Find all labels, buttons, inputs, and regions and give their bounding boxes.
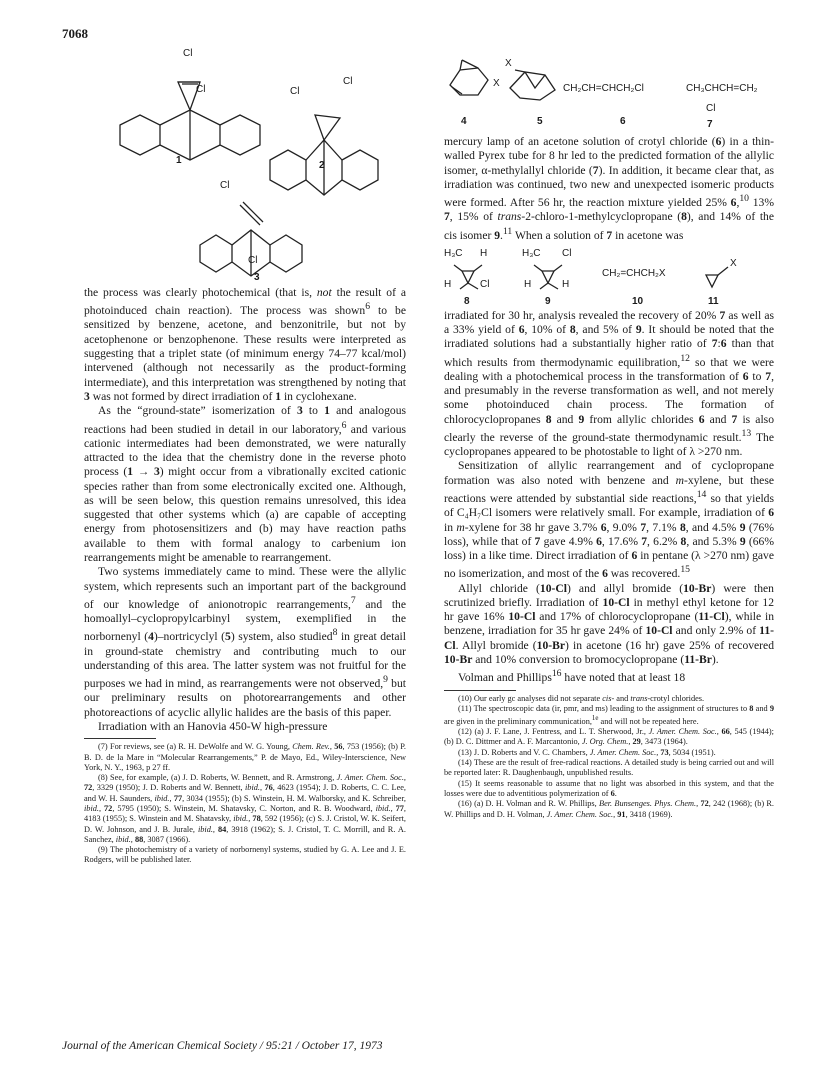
footnote: (15) It seems reasonable to assume that no light was absorbed in this system, and that the losses were due to adventitious polymerization of 6. bbox=[444, 778, 774, 798]
footnote: (9) The photochemistry of a variety of norbornenyl systems, studied by G. A. Lee and J. E. Rodgers, will be published later. bbox=[84, 845, 406, 865]
compound-6-formula: CH₂CH=CHCH₂Cl bbox=[563, 83, 644, 94]
compound-label-4: 4 bbox=[461, 116, 467, 127]
footnote: (12) (a) J. F. Lane, J. Fentress, and L. T. Sherwood, Jr., J. Amer. Chem. Soc., 66, 545 (1944); (b) D. C. Dittmer and A. F. Marcantonio, J. Org. Chem., 29, 3473 (1964). bbox=[444, 727, 774, 747]
compound-label-1: 1 bbox=[176, 155, 182, 166]
body-paragraph: the process was clearly photochemical (that is, not the result of a photoinduced chain reaction). The process was shown$^6$ to be sensitized by benzene, acetone, and benzonitrile, but not by acetophenone or benzophenone. These results were interpreted as suggesting that a triplet state (of minimum energy 74–77 kcal/mol) intervened (although not necessarily as the product-forming intermediate), and this interpretation was strengthened by noting that 3 was not formed by direct irradiation of 1 in cyclohexane. bbox=[84, 286, 406, 403]
compound-label-10: 10 bbox=[632, 295, 644, 307]
footnote: (7) For reviews, see (a) R. H. DeWolfe and W. G. Young, Chem. Rev., 56, 753 (1956); (b) P. B. D. de la Mare in “Molecular Rearrangements,” P. de Mayo, Ed., Wiley-Interscience, New York, N. Y., 1963, p 27 ff. bbox=[84, 742, 406, 772]
page-number: 7068 bbox=[62, 26, 88, 41]
s8-h3c: H₃C bbox=[444, 247, 463, 259]
x-label-5: X bbox=[505, 58, 512, 69]
body-paragraph: irradiated for 30 hr, analysis revealed the recovery of 20% 7 as well as a 33% yield of 6, 10% of 8, and 5% of 9. It should be noted that the irradiated solutions had a substantially higher ratio of 7:6 than that which results from thermodynamic equilibration,$^{12}$ so that we were dealing with a photochemical process in the transformation of 6 to 7, and presumably in the reverse transformation as well, and not merely some photoinduced chain process. The formation of chlorocyclopropanes 8 and 9 from allylic chlorides 6 and 7 is also clearly the reverse of the ground-state thermodynamic result.$^{13}$ The cyclopropanes appeared to be photostable to light of λ >270 nm. bbox=[444, 308, 774, 459]
left-column bbox=[84, 286, 406, 866]
compound-label-7: 7 bbox=[707, 119, 713, 130]
body-paragraph: Irradiation with an Hanovia 450-W high-pressure bbox=[98, 719, 328, 733]
s11-x: X bbox=[730, 257, 737, 269]
body-paragraph: Two systems immediately came to mind. These were the allylic system, which represents such an important part of the background of our knowledge of anionotropic rearrangements,$^7$ and the homoallyl–cyclopropylcarbinyl system, exemplified in the norbornenyl (4)–nortricyclyl (5) system, also studied$^8$ in great detail in ground-state chemistry and contributing much to our understanding of this area. The latter system was not fruitful for the purposes we had in mind, as rearrangements were not observed,$^9$ but our preliminary results on photorearrangements and other photoreactions of acyclic allylic halides are the basis of this paper. bbox=[84, 565, 406, 719]
body-paragraph: Allyl chloride (10-Cl) and allyl bromide (10-Br) were then scrutinized briefly. Irradiation of 10-Cl in methyl ethyl ketone for 12 hr gave 16% 10-Cl and 17% of chlorocyclopropane (11-Cl), while in benzene, irradiation for 35 hr gave 24% of 10-Cl and only 2.9% of 11-Cl. Allyl bromide (10-Br) in acetone (16 hr) gave 25% of recovered 10-Br and 10% conversion to bromocyclopropane (11-Br). bbox=[444, 581, 775, 667]
compound-label-5: 5 bbox=[537, 116, 543, 127]
atom-cl-1b: Cl bbox=[196, 84, 206, 95]
journal-footer: Journal of the American Chemical Society / 95:21 / October 17, 1973 bbox=[62, 1040, 383, 1052]
footnote: (14) These are the result of free-radical reactions. A detailed study is being carried out and will be reported later: R. Daughenbaugh, unpublished results. bbox=[444, 758, 774, 778]
compound-label-3: 3 bbox=[254, 272, 260, 283]
footnote: (16) (a) D. H. Volman and R. W. Phillips, Ber. Bunsenges. Phys. Chem., 72, 242 (1968); (b) R. W. Phillips and D. H. Volman, J. Amer. Chem. Soc., 91, 3418 (1969). bbox=[444, 799, 775, 819]
s9-h2: H bbox=[562, 278, 570, 290]
footnote-rule bbox=[444, 690, 516, 691]
structures-1-2-3 bbox=[60, 40, 430, 280]
right-column bbox=[444, 135, 774, 820]
footnote: (11) The spectroscopic data (ir, pmr, and ms) leading to the assignment of structures to 8 and 9 are given in the preliminary communication,$^{1e}$ and will not be repeated here. bbox=[444, 703, 774, 726]
compound-10-formula: CH₂=CHCH₂X bbox=[602, 267, 666, 279]
compound-label-2: 2 bbox=[319, 160, 325, 171]
s9-h1: H bbox=[524, 278, 532, 290]
atom-cl-3a: Cl bbox=[220, 180, 230, 191]
s9-cl: Cl bbox=[562, 247, 572, 259]
footnote: (10) Our early gc analyses did not separate cis- and trans-crotyl chlorides. bbox=[458, 693, 705, 703]
footnote: (13) J. D. Roberts and V. C. Chambers, J. Amer. Chem. Soc., 73, 5034 (1951). bbox=[458, 747, 716, 757]
compound-7-formula: CH₃CHCH=CH₂ bbox=[686, 83, 758, 94]
body-paragraph: Sensitization of allylic rearrangement and of cyclopropane formation was also noted with benzene and m-xylene, but these reactions were attended by substantial side reactions,$^{14}$ so that yields of C₄H₇Cl isomers were relatively small. For example, irradiation of 6 in m-xylene for 38 hr gave 3.7% 6, 9.0% 7, 7.1% 8, and 4.5% 9 (76% loss), while that of 7 gave 4.9% 6, 17.6% 7, 6.2% 8, and 5.3% 9 (66% loss) in a like time. Direct irradiation of 6 in pentane (λ >270 nm) gave no isomerization, and most of the 6 was recovered.$^{15}$ bbox=[444, 459, 774, 581]
body-paragraph: mercury lamp of an acetone solution of crotyl chloride (6) in a thin-walled Pyrex tube for 8 hr led to the predicted formation of the allylic isomer, α-methylallyl chloride (7). In addition, it became clear that, as irradiation was continued, two new and unexpected isomeric products were formed. After 56 hr, the reaction mixture yielded 25% 6,10 13% 7, 15% of trans-2-chloro-1-methylcyclopropane (8), and 14% of the cis isomer 9.11 When a solution of 7 in acetone was bbox=[444, 135, 774, 242]
compound-label-9: 9 bbox=[545, 295, 551, 307]
compound-7-cl: Cl bbox=[706, 103, 716, 114]
atom-cl-2a: Cl bbox=[290, 86, 300, 97]
compound-label-11: 11 bbox=[708, 295, 719, 307]
footnote-rule bbox=[84, 738, 156, 739]
body-paragraph: As the “ground-state” isomerization of 3 to 1 and analogous reactions had been studied in detail in our laboratory,$^6$ and various cationic intermediates had been demonstrated, we were naturally attracted to the idea that the chemistry done in the reverse photo process (1 → 3) might occur from a vibrationally excited cationic species rather than from some electronically excited one. Although, as will be seen below, this question remains unresolved, this idea suggested that other systems which (a) are capable of accepting energy from photosensitizers and (b) may have reaction paths available to them with formal analogy to carbenium ion rearrangements might be amenable to rearrangement. bbox=[84, 404, 407, 565]
x-label-4: X bbox=[493, 78, 500, 89]
compound-label-8: 8 bbox=[464, 295, 470, 307]
footnote: (8) See, for example, (a) J. D. Roberts, W. Bennett, and R. Armstrong, J. Amer. Chem. Soc., 72, 3329 (1950); J. D. Roberts and W. Bennett, ibid., 76, 4623 (1954); J. D. Roberts, C. C. Lee, and W. H. Saunders, ibid., 77, 3034 (1955); (b) S. Winstein, H. M. Walborsky, and K. Schreiber, ibid., 72, 5795 (1950); S. Winstein, M. Shatavsky, C. Norton, and R. B. Woodward, ibid., 77, 4183 (1955); S. Winstein and M. Shatavsky, ibid., 78, 592 (1956); (c) S. J. Cristol, W. K. Seifert, D. W. Johnson, and J. B. Jurale, ibid., 84, 3918 (1962); S. J. Cristol, T. C. Morrill, and R. A. Sanchez, ibid., 88, 3087 (1966). bbox=[84, 773, 407, 844]
s8-cl: Cl bbox=[480, 278, 490, 290]
atom-cl-1a: Cl bbox=[183, 48, 193, 59]
atom-cl-3b: Cl bbox=[248, 255, 258, 266]
s9-h3c: H₃C bbox=[522, 247, 541, 259]
structures-8-11 bbox=[444, 243, 774, 309]
body-paragraph: Volman and Phillips$^{16}$ have noted that at least 18 bbox=[458, 668, 686, 685]
atom-cl-2b: Cl bbox=[343, 76, 353, 87]
s8-h2: H bbox=[444, 278, 452, 290]
s8-h1: H bbox=[480, 247, 488, 259]
compound-label-6: 6 bbox=[620, 116, 626, 127]
